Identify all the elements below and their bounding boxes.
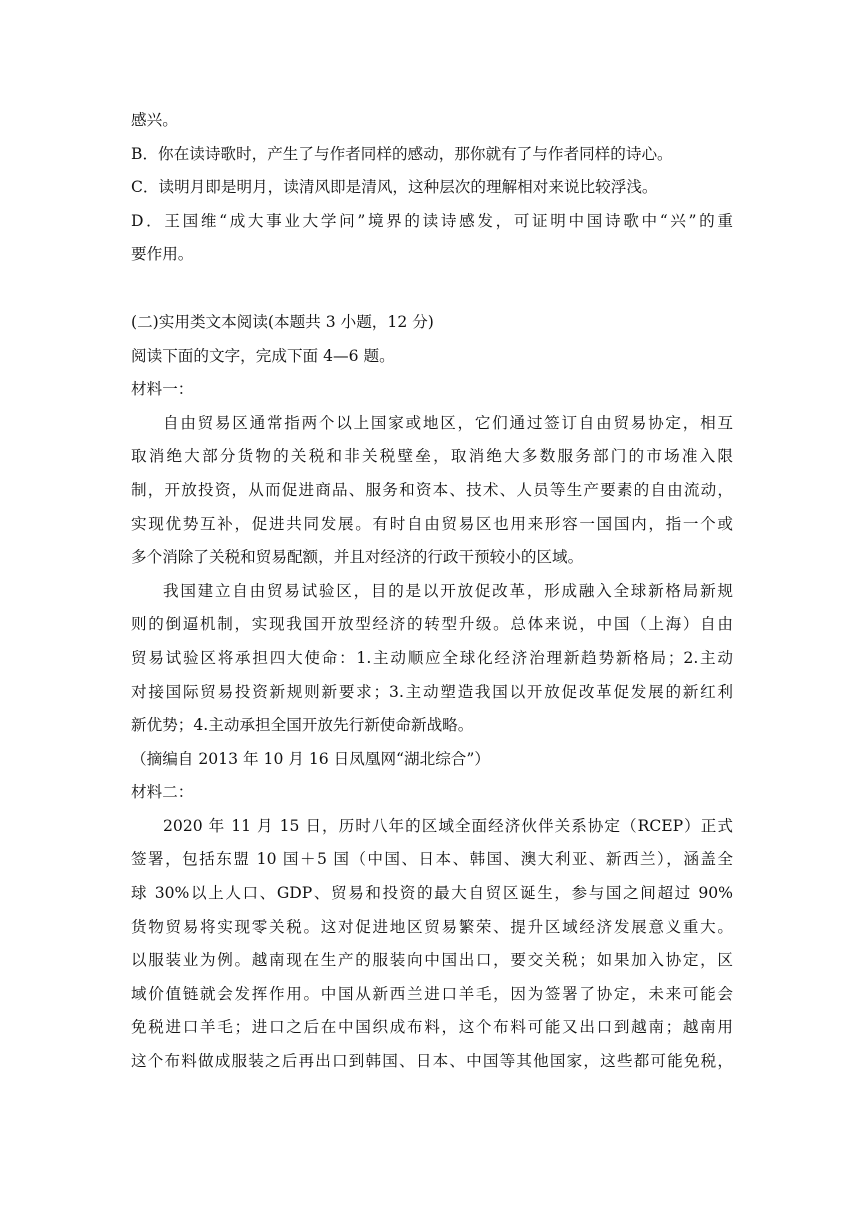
option-c: C．读明月即是明月，读清风即是清风，这种层次的理解相对来说比较浮浅。 [131, 178, 658, 197]
paragraph-line: 这个布料做成服装之后再出口到韩国、日本、中国等其他国家，这些都可能免税， [131, 1052, 733, 1071]
section-instruction: 阅读下面的文字，完成下面 4—6 题。 [131, 346, 395, 365]
paragraph-line: 货物贸易将实现零关税。这对促进地区贸易繁荣、提升区域经济发展意义重大。 [131, 917, 733, 936]
paragraph-line: 多个消除了关税和贸易配额，并且对经济的行政干预较小的区域。 [131, 548, 584, 567]
paragraph-line: 取消绝大部分货物的关税和非关税壁垒，取消绝大多数服务部门的市场准入限 [131, 447, 733, 466]
paragraph-line: 2020 年 11 月 15 日，历时八年的区域全面经济伙伴关系协定（RCEP）正式 [163, 816, 733, 835]
section-heading: (二)实用类文本阅读(本题共 3 小题，12 分) [131, 312, 434, 331]
material-one-paragraph-1 [131, 407, 733, 575]
paragraph-line: 对接国际贸易投资新规则新要求；3.主动塑造我国以开放促改革促发展的新红利 [131, 682, 733, 701]
paragraph-line: 自由贸易区通常指两个以上国家或地区，它们通过签订自由贸易协定，相互 [163, 413, 733, 432]
spacer [131, 272, 733, 306]
material-two-paragraph-1 [131, 810, 733, 1079]
material-one-source: （摘编自 2013 年 10 月 16 日凤凰网“湖北综合”） [131, 749, 490, 768]
paragraph-line: 免税进口羊毛；进口之后在中国织成布料，这个布料可能又出口到越南；越南用 [131, 1018, 733, 1037]
option-b: B．你在读诗歌时，产生了与作者同样的感动，那你就有了与作者同样的诗心。 [131, 144, 673, 163]
paragraph-line: 贸易试验区将承担四大使命：1.主动顺应全球化经济治理新趋势新格局；2.主动 [131, 648, 733, 667]
option-a-ending: 感兴。 [131, 111, 178, 129]
paragraph-line: 则的倒逼机制，实现我国开放型经济的转型升级。总体来说，中国（上海）自由 [131, 615, 733, 634]
paragraph-line: 球 30%以上人口、GDP、贸易和投资的最大自贸区诞生，参与国之间超过 90% [131, 884, 733, 903]
option-d-line: D．王国维“成大事业大学问”境界的读诗感发，可证明中国诗歌中“兴”的重 [131, 211, 733, 230]
material-one-label: 材料一： [131, 380, 194, 399]
material-two-label: 材料二： [131, 783, 194, 802]
paragraph-line: 制，开放投资，从而促进商品、服务和资本、技术、人员等生产要素的自由流动， [131, 480, 733, 499]
paragraph-line: 签署，包括东盟 10 国＋5 国（中国、日本、韩国、澳大利亚、新西兰），涵盖全 [131, 850, 733, 869]
paragraph-line: 域价值链就会发挥作用。中国从新西兰进口羊毛，因为签署了协定，未来可能会 [131, 984, 733, 1003]
paragraph-line: 我国建立自由贸易试验区，目的是以开放促改革，形成融入全球新格局新规 [163, 581, 733, 600]
paragraph-line: 以服装业为例。越南现在生产的服装向中国出口，要交关税；如果加入协定，区 [131, 951, 733, 970]
paragraph-line: 新优势；4.主动承担全国开放先行新使命新战略。 [131, 716, 474, 735]
option-d-line: 要作用。 [131, 245, 194, 264]
option-d [131, 205, 733, 272]
paragraph-line: 实现优势互补，促进共同发展。有时自由贸易区也用来形容一国国内，指一个或 [131, 514, 733, 533]
document-page [131, 104, 733, 1079]
material-one-paragraph-2 [131, 575, 733, 743]
